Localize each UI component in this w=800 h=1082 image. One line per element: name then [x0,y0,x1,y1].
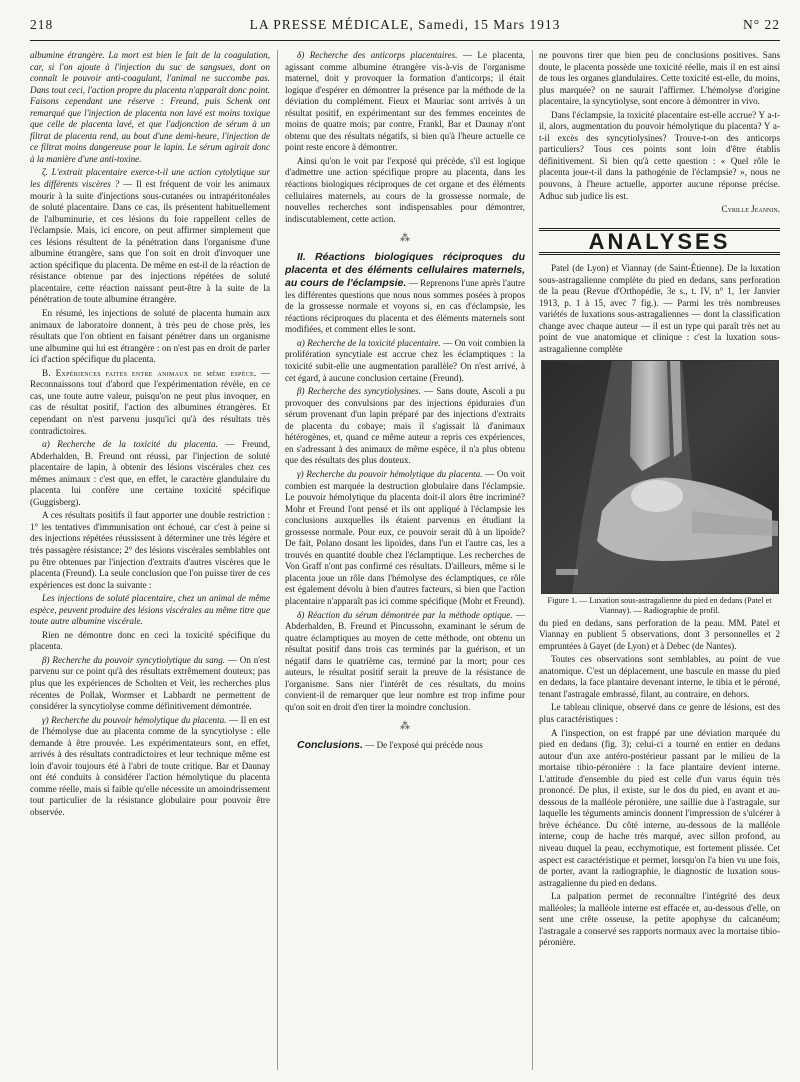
paragraph: Le tableau clinique, observé dans ce genre de lésions, est des plus caractéristiques : [539,702,780,724]
radiograph-figure [541,360,779,594]
paragraph: La palpation permet de reconnaître l'intégrité des deux malléoles; la malléole interne est effacée et, au-dessous d'elle, on sent une crête osseuse, la petite apophyse du calcanéum; l'astragale a conservé ses rapports normaux avec la mortaise tibio-péronière. [539,891,780,948]
column-3 [539,50,780,1070]
paragraph: Patel (de Lyon) et Viannay (de Saint-Étienne). De la luxation sous-astragalienne complète du pied en dedans, sans perforation de la peau (Revue d'Orthopédie, 3e s., t. IV, n° 1, 1er Janvier 1913, p. 1 à 15, avec 7 fig.). — Parmi les très nombreuses variétés de luxations sous-astragaliennes — dont la classification change avec chaque auteur — il est un type qui paraît très net au point de vue anatomique et clinique : c'est la luxation sous-astragalienne complète [539,263,780,355]
paragraph: du pied en dedans, sans perforation de la peau. MM. Patel et Viannay en publient 5 observations, dont 3 personnelles et 2 empruntées à Gayet (de Lyon) et à Debec (de Nantes). [539,617,780,651]
column-divider [532,50,533,1070]
paragraph: β) Recherche des syncytiolysines. — Sans doute, Ascoli a pu provoquer des convulsions par des injections épiduraies d'un sérum provenant d'un lapin préparé par des injections d'extraits de placenta du cobaye; mais il s'agissait là d'animaux hétérogènes, et, quand ce même auteur a repris ces expériences, en s'adressant à des animaux de même espèce, il n'a plus obtenu que des résultats des plus douteux. [285,386,525,466]
paragraph: Les injections de soluté placentaire, chez un animal de même espèce, peuvent produire des lésions viscérales au même titre que toute autre albumine viscérale. [30,593,270,627]
paragraph: γ) Recherche du pouvoir hémolytique du placenta. — On voit combien est marquée la destruction globulaire dans l'éclampsie. Le pouvoir hémolytique du placenta doit-il alors être incriminé? Mohr et Freund l'ont pensé et ils ont appliqué à l'éclampsie les conclusions auxquelles ils étaient parvenus en étudiant la grossesse normale. Pour eux, ce pouvoir serait dû à un lipoïde? De fait, Polano dosant les lipoïdes, dans l'un et l'autre cas, les a trouvés en quantité double chez l'éclamptique. Les recherches de Von Graff n'ont pas confirmé ces résultats. D'ailleurs, même si le placenta joue un rôle dans l'hémolyse des éclamptiques, ce rôle est également dévolu à bien d'autres facteurs, si bien que l'action placentaire n'apparaît pas ici comme spécifique (Mohr et Freund). [285,468,525,606]
running-head [30,14,780,38]
paragraph: β) Recherche du pouvoir syncytiolytique du sang. — On n'est parvenu sur ce point qu'à des résultats extrêmement douteux; pas plus que les expériences de Scholten et Veit, les recherches plus récentes de Pollak, Wormser et Labbardt ne permettent de considérer la syncytiolyse comme définitivement démontrée. [30,654,270,712]
section-separator: ⁂ [400,721,410,733]
header-rule [30,40,780,41]
paragraph: α) Recherche de la toxicité placentaire. — On voit combien la prolifération syncytiale est accrue chez les éclamptiques : la toxicité subit-elle une augmentation parallèle? On n'est arrivé, à cet égard, à aucune conclusion certaine (Freund). [285,337,525,383]
paragraph: albumine étrangère. La mort est bien le fait de la coagulation, car, si l'on ajoute à l'injection du suc de sangsues, dont on connaît le pouvoir anti-coagulant, l'animal ne succombe pas. Dans tout ceci, l'action propre du placenta n'apparaît donc point. Faisons cependant une réserve : Freund, puis Schenk ont remarqué que l'injection de placenta non lavé est moins toxique que celle de placenta lavé, et que l'adjonction de sérum à un filtrat de placenta rend, au bout d'une demi-heure, l'injection de ce filtrat moins dangereuse pour le lapin. Le sérum agirait donc à la manière d'une anti-toxine. [30,50,270,164]
foot-radiograph-image [542,361,778,593]
column-2 [285,50,525,1070]
paragraph: δ) Réaction du sérum démontrée par la méthode optique. — Abderhalden, B. Freund et Pincussohn, examinant le sérum de quatre éclamptiques au moyen de cette méthode, ont obtenu un résultat positif dans trois cas terminés par la guérison, et un négatif dans le quatrième cas, terminé par la mort; pour ces auteurs, le résultat positif serait la preuve de la résistance de l'organisme. Sans nier l'intérêt de ces résultats, du moins convient-il de remarquer que leur nombre est trop infime pour qu'on soit en droit d'en tirer la moindre conclusion. [285,609,525,712]
paragraph: ne pouvons tirer que bien peu de conclusions positives. Sans doute, le placenta possède une toxicité réelle, mais il en est ainsi de tous les organes glandulaires. Cette toxicité est-elle, du moins, plus marquée? on ne saurait l'affirmer. L'hémolyse d'origine placentaire, la syncytiolyse, sont encore à démontrer in vivo. [539,50,780,107]
paragraph: α) Recherche de la toxicité du placenta. — Freund, Abderhalden, B. Freund ont réussi, par l'injection de soluté placentaire de lapin, à obtenir des lésions viscérales chez ces mêmes animaux : c'est que, en effet, le caractère glandulaire du placenta lui confère une certaine toxicité spécifique (Guggisberg). [30,439,270,507]
publication-title: LA PRESSE MÉDICALE, Samedi, 15 Mars 1913 [249,17,561,32]
paragraph: Dans l'éclampsie, la toxicité placentaire est-elle accrue? Y a-t-il, alors, augmentation du pouvoir hémolytique du placenta? Y a-t-il excès des syncytiolysines? Trouve-t-on des anticorps particuliers? Tous ces points sont loin d'être établis définitivement. Si bien qu'à cette question : « Quel rôle le placenta joue-t-il dans la pathogénie de l'éclampsie? », nous ne pouvons, à l'heure actuelle, apporter aucune réponse précise. Adhuc sub judice lis est. [539,109,780,201]
author-signature: Cyrille Jeannin. [721,204,780,215]
paragraph: B. Expériences faites entre animaux de même espèce. — Reconnaissons tout d'abord que l'expérimentation révèle, en ce cas, une toute autre valeur, puisqu'on ne peut plus invoquer, en cas de résultat positif, l'action des albumines étrangères. Et cependant on n'est parvenu jusqu'ici qu'à des résultats très contradictoires. [30,367,270,436]
paragraph: Ainsi qu'on le voit par l'exposé qui précède, s'il est logique d'admettre une action spécifique propre au placenta, dans les réactions biologiques réciproques de cet organe et des éléments cellulaires maternels, au cours de la grossesse normale, de nouvelles recherches sont indispensables pour démontrer, indiscutablement, cette action. [285,155,525,224]
paragraph: En résumé, les injections de soluté de placenta humain aux animaux de laboratoire donnent, à très peu de chose près, les résultats que l'on obtient en faisant pénétrer dans un organisme une albumine qui lui est étrangère : on n'est pas en droit de parler ici d'action spécifique du placenta. [30,308,270,365]
newspaper-page [30,14,780,1074]
page-number: 218 [30,17,54,32]
paragraph: ζ. L'extrait placentaire exerce-t-il une action cytolytique sur les différents viscères ? — Il est fréquent de voir les animaux mourir à la suite d'injections sous-cutanées ou intrapéritonéales de soluté placentaire. Dans ce cas, ils présentent habituellement de l'albuminurie, et ces lésions du foie rappellent celles de l'éclampsie. Mais, ici encore, on peut affirmer simplement que ces lésions résultent de la pénétration dans l'organisme d'une albumine étrangère, sans que l'on soit en droit d'invoquer une action spécifique du placenta. De même en est-il de la réaction de résistance obtenue par des injections répétées de soluté placentaire, cette réaction naissant peut-être à la suite de la pénétration de toute albumine étrangère. [30,167,270,305]
figure-caption: Figure 1. — Luxation sous-astragalienne du pied en dedans (Patel et Viannay). — Radiographie de profil. [547,595,772,615]
paragraph: γ) Recherche du pouvoir hémolytique du placenta. — Il en est de l'hémolyse due au placenta comme de la syncytiolyse : elle demande à être prouvée. Les expérimentateurs sont, en effet, arrivés à des résultats contradictoires et leur technique même est loin d'avoir toujours été à l'abri de toute critique. Bar et Daunay ont été conduits à considérer l'action hémolytique du placenta comme réelle, mais si faible qu'elle nécessite un amoindrissement tout particulier de la résistance globulaire pour pouvoir être observée. [30,714,270,817]
paragraph: Toutes ces observations sont semblables, au point de vue anatomique. C'est un déplacement, une bascule en masse du pied en dedans, la face plantaire devenant interne, le tibia et le péroné, tenant l'astragale embrassé, filant, au contraire, en dehors. [539,654,780,699]
paragraph: Rien ne démontre donc en ceci la toxicité spécifique du placenta. [30,629,270,652]
section-banner: ANALYSES [539,228,780,256]
column-1 [30,50,270,1070]
paragraph: δ) Recherche des anticorps placentaires. — Le placenta, agissant comme albumine étrangère vis-à-vis de l'organisme maternel, doit y provoquer la formation d'anticorps; il était logique d'espérer en démontrer la présence par la méthode de la déviation du complément. Fieux et Mauriac sont arrivés à un résultat positif, en expérimentant sur des femmes enceintes de moins de quatre mois; par contre, Frankl, Bar et Daunay n'ont obtenu que des résultats négatifs, si bien qu'à l'heure actuelle ce point reste encore à démontrer. [285,50,525,153]
paragraph: II. Réactions biologiques réciproques du placenta et des éléments cellulaires maternels, au cours de l'éclampsie. — Reprenons l'une après l'autre les différentes questions que nous nous sommes posées à propos de la grossesse normale et voyons si, en cas d'éclampsie, les réactions réciproques du placenta et des éléments maternels sont modifiées, et comment elles le sont. [285,250,525,335]
issue-number: N° 22 [742,17,780,32]
paragraph: A ces résultats positifs il faut apporter une double restriction : 1° les tentatives d'immunisation ont échoué, car c'est à peine si des injections répétées réussissent à déterminer une très légère et très passagère résistance; 2° des lésions viscérales semblables ont pu être obtenues par l'injection d'extraits d'autres viscères que le placenta (Freund). La seule conclusion que l'on puisse tirer de ces expériences est donc la suivante : [30,510,270,590]
paragraph: Conclusions. — De l'exposé qui précède nous [297,738,483,751]
section-separator: ⁂ [400,233,410,245]
column-divider [277,50,278,1070]
paragraph: A l'inspection, on est frappé par une déviation marquée du pied en dedans (fig. 3); celui-ci a tourné en entier en dedans autour d'un axe antéro-postérieur passant par le milieu de la mortaise tibio-péronière : la face plantaire devient interne. L'attitude d'ensemble du pied est celle d'un varus équin très prononcé. De plus, il existe, sur le dos du pied, en avant et au-dessous de la malléole péronière, une saillie due à l'astragale, sur laquelle les téguments amincis donnent l'impression de s'ulcérer à brève échéance. Du côté interne, au-dessous de la malléole interne, coup de hache très marqué, avec sillon profond, au niveau duquel la peau, ecchymotique, est fortement plissée. Cet aspect est caractéristique et permet, lorsqu'on l'a bien vu une fois, de porter, avant la radiographie, le diagnostic de luxation sous-astragalienne du pied en dedans. [539,727,780,888]
